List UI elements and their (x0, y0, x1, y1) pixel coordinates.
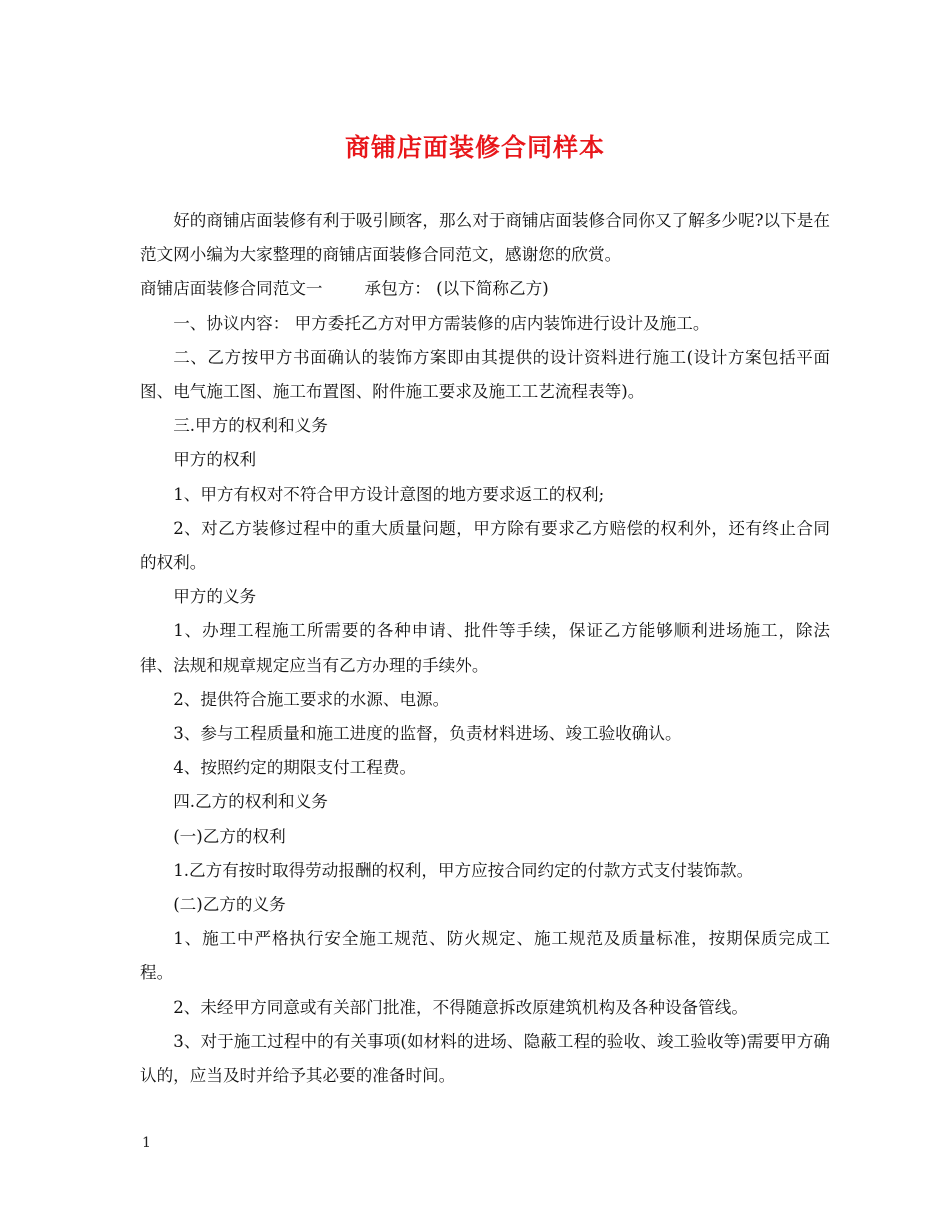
party-a-obligation-3: 3、参与工程质量和施工进度的监督，负责材料进场、竣工验收确认。 (173, 724, 682, 744)
paragraph-agreement-content: 一、协议内容： 甲方委托乙方对甲方需装修的店内装饰进行设计及施工。 (173, 313, 710, 333)
party-a-obligation-1: 1、办理工程施工所需要的各种申请、批件等手续，保证乙方能够顺利进场施工，除法律、法规和规章规定应当有乙方办理的手续外。 (140, 621, 830, 675)
party-a-obligation-4: 4、按照约定的期限支付工程费。 (173, 758, 417, 778)
party-a-obligation-2: 2、提供符合施工要求的水源、电源。 (173, 689, 450, 709)
contract-heading-line (140, 272, 830, 306)
party-a-right-2: 2、对乙方装修过程中的重大质量问题，甲方除有要求乙方赔偿的权利外，还有终止合同的权利。 (140, 518, 830, 573)
section-heading-party-b: 四.乙方的权利和义务 (173, 792, 328, 812)
party-b-obligation-2: 2、未经甲方同意或有关部门批准，不得随意拆改原建筑机构及各种设备管线。 (173, 997, 748, 1017)
intro-paragraph: 好的商铺店面装修有利于吸引顾客，那么对于商铺店面装修合同你又了解多少呢?以下是在范文网小编为大家整理的商铺店面装修合同范文，感谢您的欣赏。 (140, 211, 830, 265)
contract-name: 商铺店面装修合同范文一 (140, 279, 323, 299)
subheading-party-a-rights: 甲方的权利 (173, 450, 257, 470)
subheading-party-b-rights: (一)乙方的权利 (173, 826, 286, 846)
party-b-obligation-1: 1、施工中严格执行安全施工规范、防火规定、施工规范及质量标准，按期保质完成工程。 (140, 929, 830, 983)
subheading-party-b-obligations: (二)乙方的义务 (173, 895, 286, 915)
section-heading-party-a: 三.甲方的权利和义务 (173, 416, 328, 436)
subheading-party-a-obligations: 甲方的义务 (173, 587, 257, 607)
page-number: 1 (142, 1135, 151, 1151)
contractor-label: 承包方： (以下简称乙方) (364, 279, 549, 299)
document-body (140, 204, 830, 1093)
paragraph-design-scheme: 二、乙方按甲方书面确认的装饰方案即由其提供的设计资料进行施工(设计方案包括平面图、电气施工图、施工布置图、附件施工要求及施工工艺流程表等)。 (140, 347, 830, 402)
party-b-obligation-3: 3、对于施工过程中的有关事项(如材料的进场、隐蔽工程的验收、竣工验收等)需要甲方确认的，应当及时并给予其必要的准备时间。 (140, 1031, 830, 1086)
party-b-right-1: 1.乙方有按时取得劳动报酬的权利，甲方应按合同约定的付款方式支付装饰款。 (173, 860, 754, 880)
document-title: 商铺店面装修合同样本 (344, 133, 605, 162)
party-a-right-1: 1、甲方有权对不符合甲方设计意图的地方要求返工的权利; (173, 484, 605, 504)
